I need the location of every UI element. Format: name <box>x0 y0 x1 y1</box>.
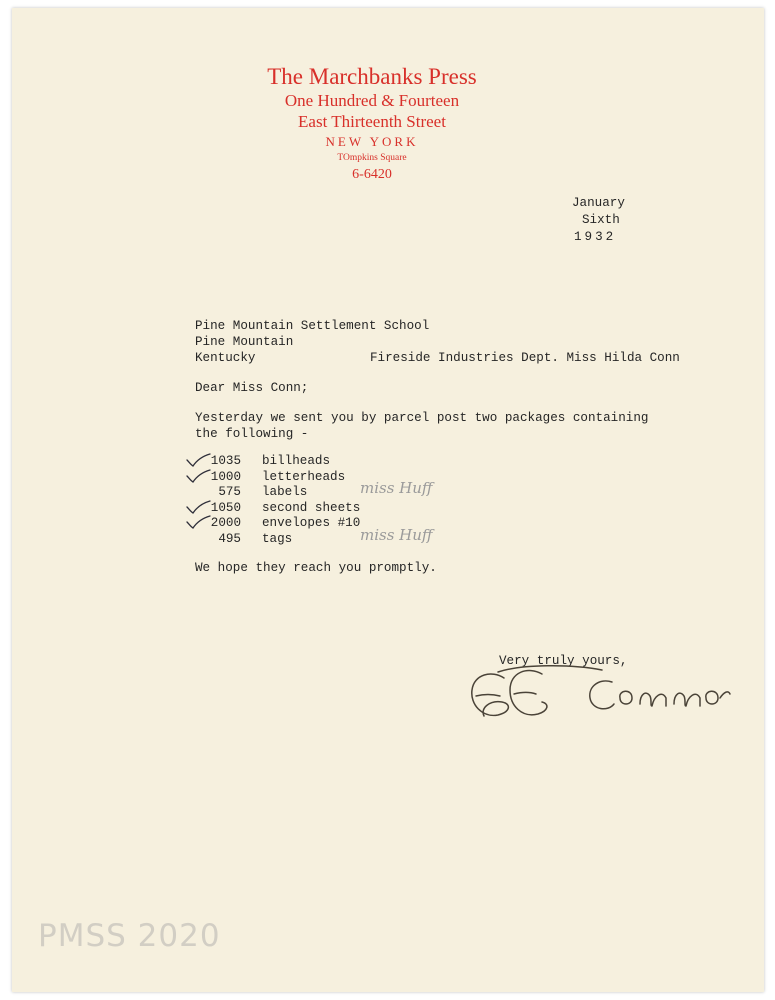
attention-line: Fireside Industries Dept. Miss Hilda Conn <box>370 351 680 365</box>
salutation: Dear Miss Conn; <box>195 381 309 395</box>
item-quantity: 2000 <box>210 516 241 531</box>
city: NEW YORK <box>325 134 419 149</box>
list-item <box>195 501 615 517</box>
item-description: billheads <box>262 454 331 468</box>
item-description: second sheets <box>262 500 361 515</box>
letterhead <box>212 64 532 184</box>
address-line-2: East Thirteenth Street <box>298 112 446 131</box>
check-mark-icon <box>185 499 211 515</box>
date-year: 1932 <box>574 230 617 244</box>
date-day: Sixth <box>582 213 620 227</box>
item-quantity: 495 <box>218 531 241 546</box>
recipient-line-1: Pine Mountain Settlement School <box>195 319 430 333</box>
watermark: PMSS 2020 <box>38 918 221 954</box>
check-mark-icon <box>185 452 211 468</box>
phone-number: 6-6420 <box>352 167 392 182</box>
item-description: letterheads <box>262 469 346 484</box>
item-description: envelopes #10 <box>262 516 361 531</box>
letter-sheet <box>12 8 764 992</box>
item-quantity: 575 <box>218 485 241 500</box>
handwritten-note: miss Huff <box>360 525 433 544</box>
list-item <box>195 479 615 501</box>
address-line-1: One Hundred & Fourteen <box>284 91 460 110</box>
closing-line: We hope they reach you promptly. <box>195 561 437 575</box>
item-list <box>195 454 615 548</box>
signature-drawing <box>462 660 732 730</box>
item-description: labels <box>262 485 308 500</box>
body-line-1: Yesterday we sent you by parcel post two packages containing <box>195 411 649 425</box>
recipient-line-2: Pine Mountain <box>195 335 294 349</box>
company-name: The Marchbanks Press <box>267 64 477 89</box>
item-quantity: 1035 <box>210 454 241 468</box>
check-mark-icon <box>185 514 211 530</box>
list-item <box>195 454 615 470</box>
list-item <box>195 525 615 548</box>
recipient-line-3: Kentucky <box>195 351 256 365</box>
item-description: tags <box>262 531 293 546</box>
body-line-2: the following - <box>195 427 309 441</box>
signature <box>462 660 732 730</box>
handwritten-note: miss Huff <box>360 479 433 498</box>
date-month: January <box>572 196 625 210</box>
item-quantity: 1050 <box>210 500 241 515</box>
check-mark-icon <box>185 468 211 484</box>
item-quantity: 1000 <box>210 469 241 484</box>
signoff: Very truly yours, <box>499 654 628 668</box>
phone-exchange: TOmpkins Square <box>337 153 407 163</box>
